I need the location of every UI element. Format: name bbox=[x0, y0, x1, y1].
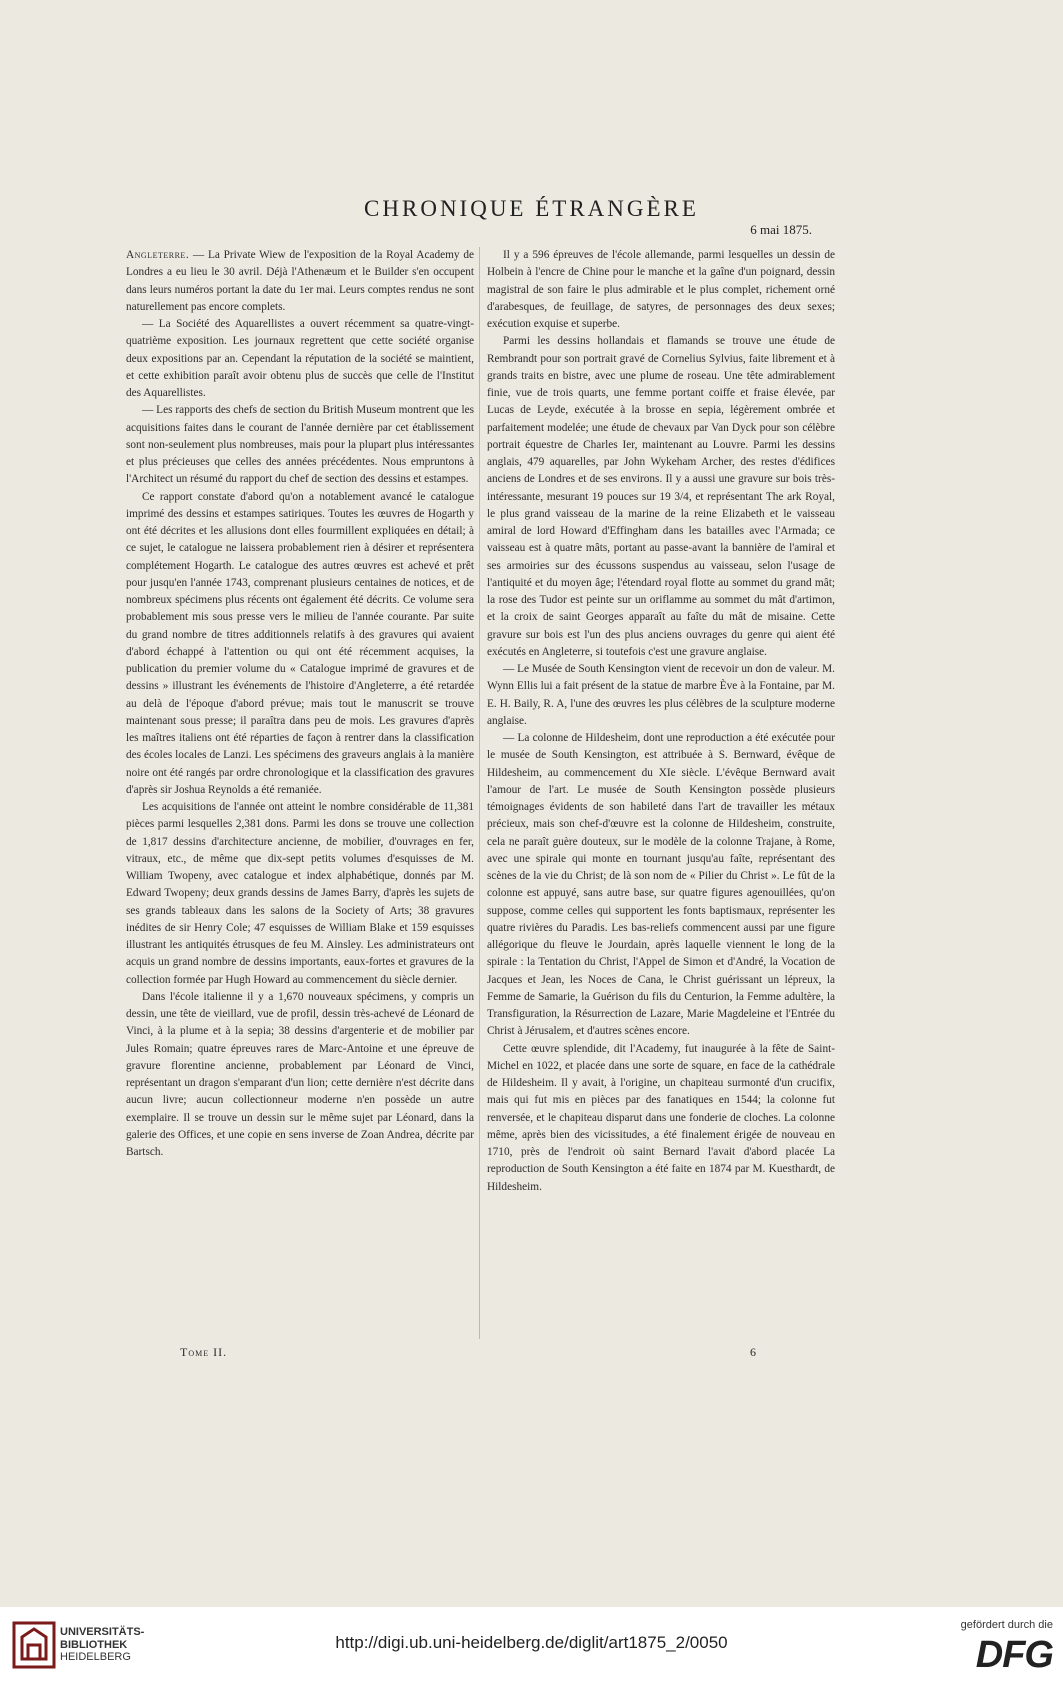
library-line-2: BIBLIOTHEK bbox=[60, 1638, 128, 1651]
paragraph: — La colonne de Hildesheim, dont une reproduction a été exécutée pour le musée de South Kensington, est attribuée à S. Bernward, évêque de Hildesheim, au commencement du XIe siècle. L'évêque Bernward avait l'amour de l'art. Le musée de South Kensington possède plusieurs témoignages évidents de son habileté dans l'art de travailler les métaux précieux, mais son chef-d'œuvre est la colonne de Hildesheim, construite, cela ne paraît guère douteux, sur le modèle de la colonne Trajane, à Rome, avec une spirale qui monte en tournant jusqu'au faîte, représentant des scènes de la vie du Christ; de là son nom de « Pilier du Christ ». Le fût de la colonne est appuyé, sans autre base, sur quatre figures agenouillées, qu'on suppose, comme celles qui supportent les fonts baptismaux, représenter les quatre rivières du Paradis. Les bas-reliefs commencent aussi par une figure allégorique du fleuve le Jourdain, après laquelle viennent le long de la spirale : la Tentation du Christ, l'Appel de Simon et d'André, la Vocation de Jacques et Jean, les Noces de Cana, le Christ guérissant un lépreux, la Femme de Samarie, la Guérison du fils du Centurion, la Femme adultère, la Transfiguration, la Résurrection de Lazare, Marie Magdeleine et l'Entrée du Christ à Jérusalem, et d'autres scènes encore. bbox=[487, 732, 835, 1038]
library-line-1: UNIVERSITÄTS- bbox=[60, 1626, 145, 1638]
viewer-footer-band bbox=[0, 1607, 1063, 1683]
paragraph: Parmi les dessins hollandais et flamands se trouve une étude de Rembrandt pour son portrait gravé de Cornelius Sylvius, faite librement et à grands traits en bistre, avec une plume de roseau. Une tête admirablement finie, vue de trois quarts, une femme portant coiffe et fraise élevée, par Lucas de Leyde, exécutée à la brosse en sepia, légèrement ombrée et parfaitement modelée; une étude de chevaux par Van Dyck pour son célèbre portrait équestre de Charles Ier, maintenant au Louvre. Parmi les dessins anglais, 479 aquarelles, par John Wykeham Archer, des restes d'édifices anciens de Londres et de ses environs. Il y a aussi une gravure sur bois très-intéressante, mesurant 19 pouces sur 19 3/4, et représentant The ark Royal, le plus grand vaisseau de la marine de la reine Elizabeth et le vaisseau amiral de lord Howard d'Effingham dans les batailles avec l'Armada; ce vaisseau est à quatre mâts, portant au passe-avant la bannière de l'amiral et ses armoiries sur des écussons suspendus au vaisseau, selon l'usage de l'antiquité et du moyen âge; l'étendard royal flotte au sommet du grand mât; la rose des Tudor est peinte sur un oriflamme au sommet du mât d'artimon, et la croix de saint Georges apparaît au faîte du mât de misaine. Cette gravure sur bois est l'un des plus anciens ouvrages du genre qui aient été exécutés en Angleterre, si toutefois c'est une gravure anglaise. bbox=[487, 335, 835, 658]
paragraph: — La Société des Aquarellistes a ouvert récemment sa quatre-vingt-quatrième exposition. Les journaux regrettent que cette société organise deux expositions par an. Cependant la réputation de la société se maintient, et cette exhibition paraît avoir obtenu plus de succès que celle de l'Institut des Aquarellistes. bbox=[126, 318, 474, 399]
permalink-url[interactable]: http://digi.ub.uni-heidelberg.de/diglit/art1875_2/0050 bbox=[335, 1633, 728, 1652]
paragraph: Dans l'école italienne il y a 1,670 nouveaux spécimens, y compris un dessin, une tête de vieillard, vue de profil, dessin très-achevé de Léonard de Vinci, à la plume et à la sepia; 38 dessins d'argenterie et de mobilier par Jules Romain; quatre épreuves rares de Marc-Antoine et une épreuve de gravure florentine ancienne, probablement par Léonard de Vinci, représentant un dragon s'emparant d'un lion; cette dernière n'est décrite dans aucun livre; aucun collectionneur moderne n'en possède un autre exemplaire. Il se trouve un dessin sur le même sujet par Léonard, dans la galerie des Offices, et une copie en sens inverse de Zoan Andrea, décrite par Bartsch. bbox=[126, 990, 474, 1158]
paragraph-text: — La Private Wiew de l'exposition de la Royal Academy de Londres a eu lieu le 30 avril. Déjà l'Athenæum et le Builder s'en occupent dans leurs numéros portant la date du 1er mai. Leurs comptes rendus ne sont naturellement pas encore complets. bbox=[126, 249, 474, 313]
funded-by-label: gefördert durch die bbox=[960, 1619, 1053, 1631]
library-line-3: HEIDELBERG bbox=[60, 1651, 131, 1663]
paragraph bbox=[126, 247, 474, 316]
section-lead: Angleterre. bbox=[126, 249, 190, 261]
footer-volume: Tome II. bbox=[180, 1345, 228, 1359]
paragraph: Les acquisitions de l'année ont atteint le nombre considérable de 11,381 pièces parmi lesquelles 2,381 dons. Parmi les dons se trouve une collection de 1,817 dessins d'architecture ancienne, de mobilier, d'ouvrages en fer, vitraux, etc., de même que dix-sept petits volumes d'esquisses de M. William Twopeny, avec catalogue et index alphabétique, donnés par M. Edward Twopeny; deux grands dessins de James Barry, d'après les sujets de ses grands tableaux dans les salons de la Society of Arts; 38 gravures inédites de sir Henry Cole; 47 esquisses de William Blake et 159 esquisses illustrant les antiquités étrusques de feu M. Ainsley. Les administrateurs ont acquis un grand nombre de dessins importants, eaux-fortes et gravures de la collection formée par Hugh Howard au commencement du siècle dernier. bbox=[126, 801, 474, 986]
paragraph: Ce rapport constate d'abord qu'on a notablement avancé le catalogue imprimé des dessins et estampes satiriques. Toutes les œuvres de Hogarth y ont été décrites et les allusions dont elles fourmillent expliquées en détail; à ce sujet, le catalogue ne laissera probablement rien à désirer et représentera complétement Hogarth. Le catalogue des autres œuvres est achevé et prêt pour jusqu'en l'année 1743, comprenant plusieurs centaines de notices, et de nombreux spécimens plus récents ont également été décrits. Ce volume sera probablement mis sous presse vers le milieu de l'année courante. Par suite du grand nombre de titres additionnels relatifs à des gravures qui avaient d'abord échappé à l'attention ou qui ont été récemment acquises, la publication du premier volume du « Catalogue imprimé de gravures et de dessins » illustrant les événements de l'histoire d'Angleterre, a été retardée au delà de l'époque d'abord prévue; mais tout le manuscrit se trouve maintenant sous presse; il paraîtra dans peu de mois. Les gravures d'après les maîtres italiens ont été réparties de façon à rentrer dans la classification des écoles locales de Lanzi. Les spécimens des graveurs anglais à la manière noire ont été rangés par ordre chronologique et la classification des gravures d'après sir Joshua Reynolds a été remaniée. bbox=[126, 490, 474, 796]
page-date: 6 mai 1875. bbox=[750, 222, 812, 237]
paragraph: — Les rapports des chefs de section du British Museum montrent que les acquisitions faites dans le courant de l'année dernière par cet établissement sont non-seulement plus nombreuses, mais pour la plupart plus intéressantes et plus précieuses que celles des années précédentes. Nous empruntons à l'Architect un résumé du rapport du chef de section des dessins et estampes. bbox=[126, 404, 474, 486]
paragraph: Il y a 596 épreuves de l'école allemande, parmi lesquelles un dessin de Holbein à l'encre de Chine pour le manche et la gaîne d'un poignard, dessin magistral de son faire le plus admirable et le plus complet, richement orné d'arabesques, de feuillage, de satyres, de personnages des deux sexes; exécution exquise et superbe. bbox=[487, 249, 835, 330]
left-column bbox=[126, 247, 474, 1331]
column-divider bbox=[479, 247, 480, 1339]
paragraph: Cette œuvre splendide, dit l'Academy, fut inaugurée à la fête de Saint-Michel en 1022, et placée dans une sorte de square, en face de la cathédrale de Hildesheim. Il y avait, à l'origine, un chapiteau surmonté d'un crucifix, mais qui fut mis en pièces par des fanatiques en 1544; la colonne fut renversée, et le chapiteau disparut dans une fonderie de cloches. La colonne même, après bien des vicissitudes, a été finalement érigée de nouveau en 1710, près de l'endroit où saint Bernard l'avait d'abord placée La reproduction de South Kensington a été faite en 1874 par M. Kuesthardt, de Hildesheim. bbox=[487, 1042, 835, 1193]
paragraph: — Le Musée de South Kensington vient de recevoir un don de valeur. M. Wynn Ellis lui a fait présent de la statue de marbre Ève à la Fontaine, par M. E. H. Baily, R. A, l'une des œuvres les plus célèbres de la sculpture moderne anglaise. bbox=[487, 663, 835, 727]
footer-page-number: 6 bbox=[750, 1345, 756, 1359]
dfg-logo[interactable]: DFG bbox=[975, 1634, 1053, 1676]
right-column bbox=[487, 247, 835, 1331]
page-title: CHRONIQUE ÉTRANGÈRE bbox=[364, 196, 699, 221]
